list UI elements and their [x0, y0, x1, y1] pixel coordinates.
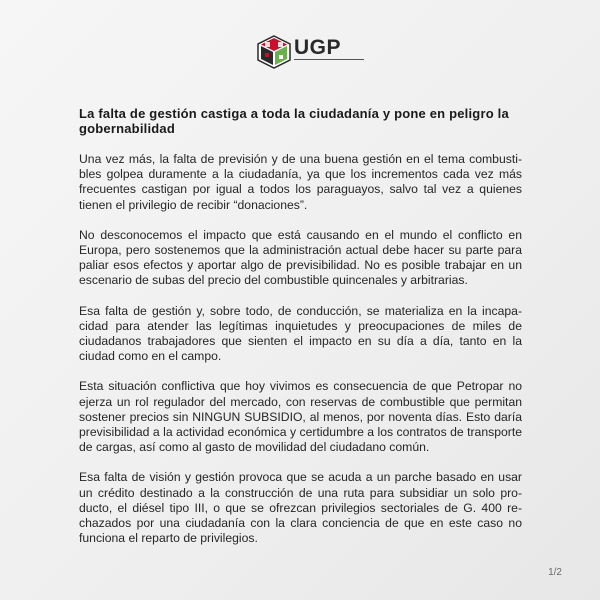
page-number: 1/2 [548, 567, 562, 578]
paragraph-4: Esta situación conflictiva que hoy vivimos es consecuencia de que Petropar no ejerza un rol regulador del mercado, con reservas de combustible que permitan sostener precios sin NINGUN SUBSIDIO, al menos, por noventa días. Esto daría previsibilidad a la actividad económica y certidumbre a los contratos de transporte de cargas, así como al gasto de movilidad del ciudadano común. [79, 379, 522, 455]
ugp-logo [256, 34, 366, 70]
paragraph-5: Esa falta de visión y gestión provoca que se acuda a un parche basado en usar un crédito destinado a la construcción de una ruta para subsidiar un solo producto, el diésel tipo III, o que se ofrezcan privilegios sectoriales de G. 400 rechazados por una ciudadanía con la clara conciencia de que en este caso no funciona el reparto de privilegios. [79, 470, 522, 546]
paragraph-2: No desconocemos el impacto que está causando en el mundo el conflicto en Europa, pero sostenemos que la administración actual debe hacer su parte para paliar esos efectos y aportar algo de previsibilidad. No es posible trabajar en un escenario de subas del precio del combustible quincenales y arbitrarias. [79, 227, 522, 288]
ugp-cube-logo-icon [256, 34, 292, 70]
logo-subtitle-line [294, 59, 364, 63]
statement-body [79, 106, 522, 561]
statement-title: La falta de gestión castiga a toda la ciudadanía y pone en peligro la gobernabilidad [79, 106, 509, 136]
logo-wordmark: UGP [294, 36, 342, 59]
paragraph-1: Una vez más, la falta de previsión y de una buena gestión en el tema combustibles golpea duramente a la ciudadanía, ya que los incrementos cada vez más frecuentes castigan por igual a todos los paraguayos, salvo tal vez a quienes tienen el privilegio de recibir “donaciones”. [79, 152, 522, 212]
paragraph-3: Esa falta de gestión y, sobre todo, de conducción, se materializa en la incapacidad para atender las legítimas inquietudes y preocupaciones de miles de ciudadanos trabajadores que sienten el impacto en su día a día, tanto en la ciudad como en el campo. [79, 303, 522, 364]
